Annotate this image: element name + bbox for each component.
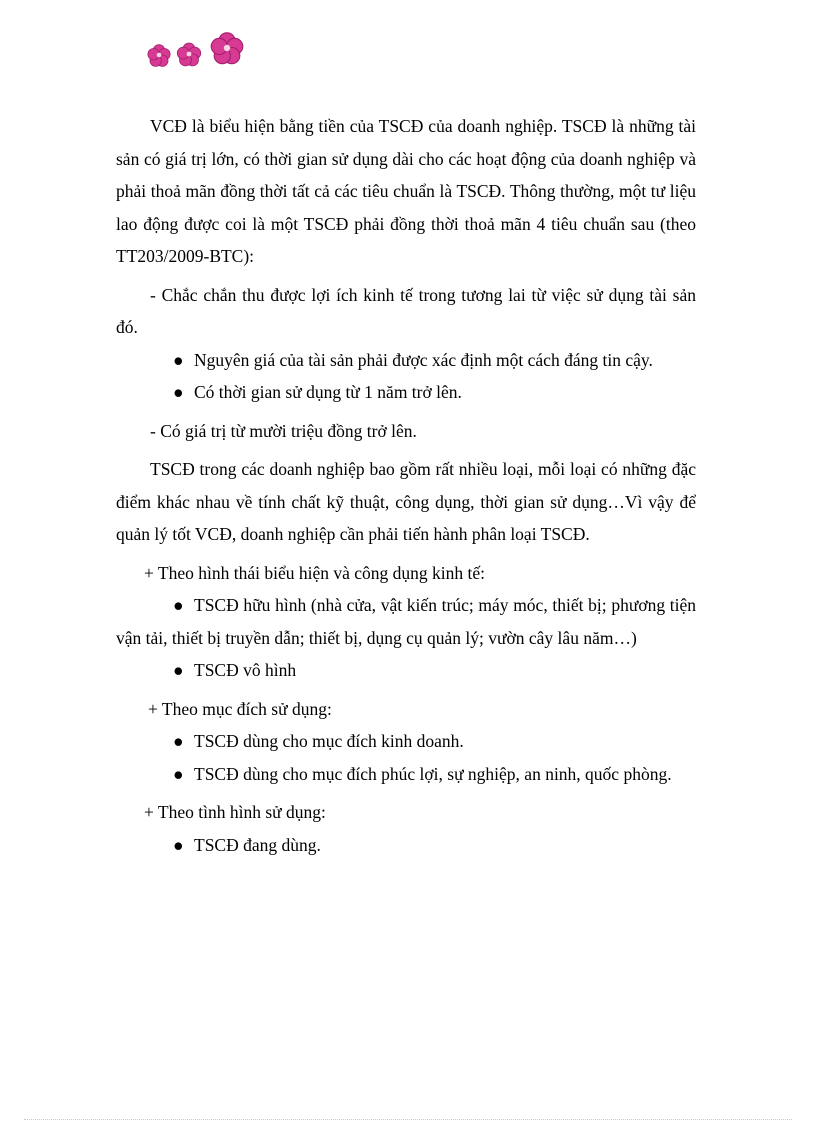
bullet-item (116, 344, 696, 377)
bullet-item (116, 829, 696, 862)
bullet-dot-icon: ● (173, 382, 184, 402)
bullet-text: TSCĐ dùng cho mục đích kinh doanh. (194, 731, 464, 751)
bullet-text: TSCĐ đang dùng. (194, 834, 321, 855)
bullet-text: Có thời gian sử dụng từ 1 năm trở lên. (194, 382, 462, 402)
bullet-item (116, 725, 696, 758)
bullet-dot-icon: ● (173, 731, 184, 751)
section-heading: + Theo mục đích sử dụng: (148, 698, 332, 719)
section-heading: + Theo tình hình sử dụng: (144, 802, 326, 822)
bullet-dot-icon: ● (173, 763, 184, 784)
paragraph-intro: VCĐ là biểu hiện bằng tiền của TSCĐ của doanh nghiệp. TSCĐ là những tài sản có giá trị lớn, có thời gian sử dụng dài cho các hoạt động của doanh nghiệp và phải thoả mãn đồng thời tất cả các tiêu chuẩn là TSCĐ. Thông thường, một tư liệu lao động được coi là một TSCĐ phải đồng thời thoả mãn 4 tiêu chuẩn sau (theo TT203/2009-BTC): (116, 116, 696, 266)
bullet-item (116, 376, 696, 409)
bullet-item (116, 589, 696, 654)
bullet-dot-icon: ● (173, 595, 184, 615)
paragraph-classification: TSCĐ trong các doanh nghiệp bao gồm rất nhiều loại, mỗi loại có những đặc điểm khác nhau về tính chất kỹ thuật, công dụng, thời gian sử dụng…Vì vậy để quản lý tốt VCĐ, doanh nghiệp cần phải tiến hành phân loại TSCĐ. (116, 459, 696, 544)
bullet-dot-icon: ● (173, 834, 184, 855)
section-heading: + Theo hình thái biểu hiện và công dụng kinh tế: (144, 562, 486, 583)
page-bottom-divider (24, 1119, 792, 1120)
bullet-item (116, 654, 696, 687)
bullet-text: Nguyên giá của tài sản phải được xác định một cách đáng tin cậy. (194, 349, 653, 370)
bullet-text: TSCĐ vô hình (194, 660, 297, 680)
document-body (116, 110, 696, 861)
bullet-dot-icon: ● (173, 660, 184, 680)
bullet-item (116, 758, 696, 791)
pink-flowers-icon (145, 32, 250, 72)
bullet-text: TSCĐ dùng cho mục đích phúc lợi, sự nghiệp, an ninh, quốc phòng. (194, 763, 672, 784)
criterion-value: - Có giá trị từ mười triệu đồng trở lên. (150, 420, 417, 441)
criterion-benefit: - Chắc chắn thu được lợi ích kinh tế trong tương lai từ việc sử dụng tài sản đó. (116, 284, 696, 337)
bullet-dot-icon: ● (173, 349, 184, 370)
bullet-text: TSCĐ hữu hình (nhà cửa, vật kiến trúc; máy móc, thiết bị; phương tiện vận tải, thiết bị truyền dẫn; thiết bị, dụng cụ quản lý; vườn cây lâu năm…) (116, 595, 696, 648)
